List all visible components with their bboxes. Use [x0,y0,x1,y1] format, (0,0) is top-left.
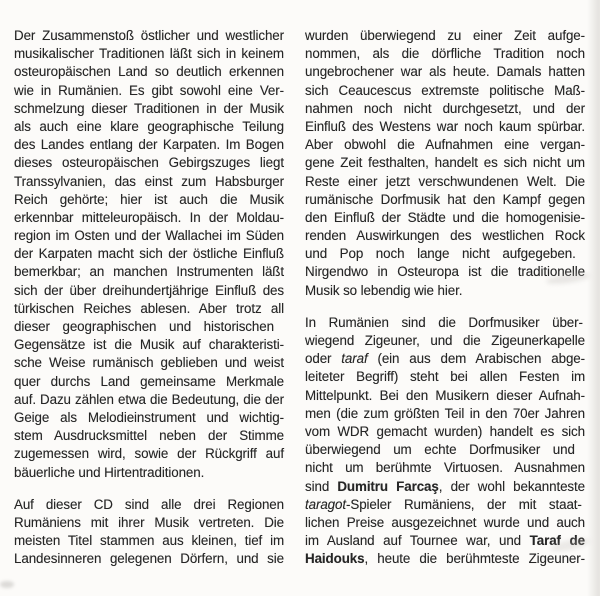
text-line: ungebrochener war als heute. Damals hatten [305,64,585,80]
text-line: wie in Rumänien. Es gibt sowohl eine Ver- [14,82,284,98]
text-line: und Pop noch lange nicht aufgegeben. [305,246,576,262]
text-column-right [305,27,585,568]
text-line: musikalischer Traditionen läßt sich in keinem [14,46,284,62]
text-line: quer durchs Land gemeinsame Merkmale [14,373,284,389]
text-line: sich Ceaucescus extremste politische Maß- [305,82,585,98]
text-line: stem Ausdrucksmittel neben der Stimme [14,428,284,444]
text-line: schmelzung dieser Traditionen in der Musik [14,100,284,116]
text-line: Nirgendwo in Osteuropa ist die traditionelle [305,264,585,280]
text-line: Rumäniens mit ihrer Musik vertreten. Die [14,514,284,530]
text-line: überwiegend um echte Dorfmusiker und [305,442,575,458]
text-line: sich der über dreihundertjährige Einfluß des [14,282,284,298]
text-line: zugemessen wird, sowie der Rückgriff auf [14,446,284,462]
text-line: türkischen Reiches ablesen. Aber trotz all [14,300,284,316]
text-line: taragot-Spieler Rumäniens, der mit staat- [305,496,582,512]
text-line: leiteter Begriff) steht bei allen Festen im [305,369,585,385]
text-line: sche Weise rumänisch geblieben und weist [14,355,284,371]
text-line: osteuropäischen Land so deutlich erkennen [14,64,284,80]
text-line: nahmen noch nicht durchgesetzt, und der [305,100,585,116]
text-line: als auch eine klare geographische Teilung [14,118,284,134]
text-line: meisten Titel stammen aus kleinen, tief im [14,533,284,549]
text-line: erkennbar mitteleuropäisch. In der Moldau- [14,209,284,225]
text-line: vom WDR gemacht wurden) handelt es sich [305,423,585,439]
text-line: Reich gehörte; hier ist auch die Musik [14,191,284,207]
text-line: nommen, als die dörfliche Tradition noch [305,46,585,62]
text-line: region im Osten und der Wallachei im Süden [14,228,284,244]
text-line: Haidouks, heute die berühmteste Zigeuner- [305,551,585,567]
text-line: bemerkbar; an manchen Instrumenten läßt [14,264,284,280]
text-line: des Landes entlang der Karpaten. Im Bogen [14,137,284,153]
text-line: Der Zusammenstoß östlicher und westlicher [14,28,284,43]
text-line: wiegend Zigeuner, und die Zigeunerkapelle [305,333,585,348]
text-line: auf. Dazu zählen etwa die Bedeutung, die der [14,391,284,407]
text-column-left [14,27,284,568]
text-line: sind Dumitru Farcaş, der wohl bekannteste [305,478,585,494]
paragraph [14,27,284,482]
text-line: Landesinneren gelegenen Dörfern, und sie [14,551,284,567]
paragraph [14,496,284,569]
text-line: dieser geographischen und historischen [14,319,274,334]
text-line: Geige als Melodieinstrument und wichtig- [14,409,284,425]
text-line: Einfluß des Westens war noch kaum spürbar. [305,118,585,134]
text-line: wurden überwiegend zu einer Zeit aufge- [305,28,585,43]
scan-edge-shadow [587,0,600,596]
text-line: men (die zum größten Teil in den 70er Jahren [305,405,585,421]
text-line: Mittelpunkt. Bei den Musikern dieser Aufnah- [305,387,585,403]
paragraph [305,314,585,569]
text-line: lichen Preise ausgezeichnet wurde und auch [305,514,585,530]
text-line: Transsylvanien, das einst zum Habsburger [14,173,284,189]
text-line: oder taraf (ein aus dem Arabischen abge- [305,351,585,367]
text-line: gene Zeit festhalten, handelt es sich nicht um [305,155,585,171]
text-line: dieses osteuropäischen Gebirgszuges liegt [14,155,284,171]
text-line: den Einfluß der Städte und die homogenisie- [305,209,585,225]
text-line: der Karpaten macht sich der östliche Einfluß [14,246,284,262]
text-line: Auf dieser CD sind alle drei Regionen [14,496,284,512]
text-line: rumänische Dorfmusik hat den Kampf gegen [305,191,585,207]
text-line: In Rumänien sind die Dorfmusiker über- [305,314,583,330]
text-line: Aber obwohl die Aufnahmen eine vergan- [305,137,585,153]
text-line: nicht um berühmte Virtuosen. Ausnahmen [305,460,585,476]
text-line: Musik so lebendig wie hier. [305,282,463,298]
text-line: Reste einer jetzt verschwundenen Welt. Die [305,173,585,189]
text-line: im Ausland auf Tournee war, und Taraf de [305,533,585,549]
text-columns [14,27,585,568]
text-line: bäuerliche und Hirtentraditionen. [14,464,205,480]
paragraph [305,27,585,300]
text-line: Gegensätze ist die Musik auf charakteristi- [14,337,284,353]
scan-artifact [0,581,14,588]
text-line: renden Auswirkungen des westlichen Rock [305,228,585,244]
